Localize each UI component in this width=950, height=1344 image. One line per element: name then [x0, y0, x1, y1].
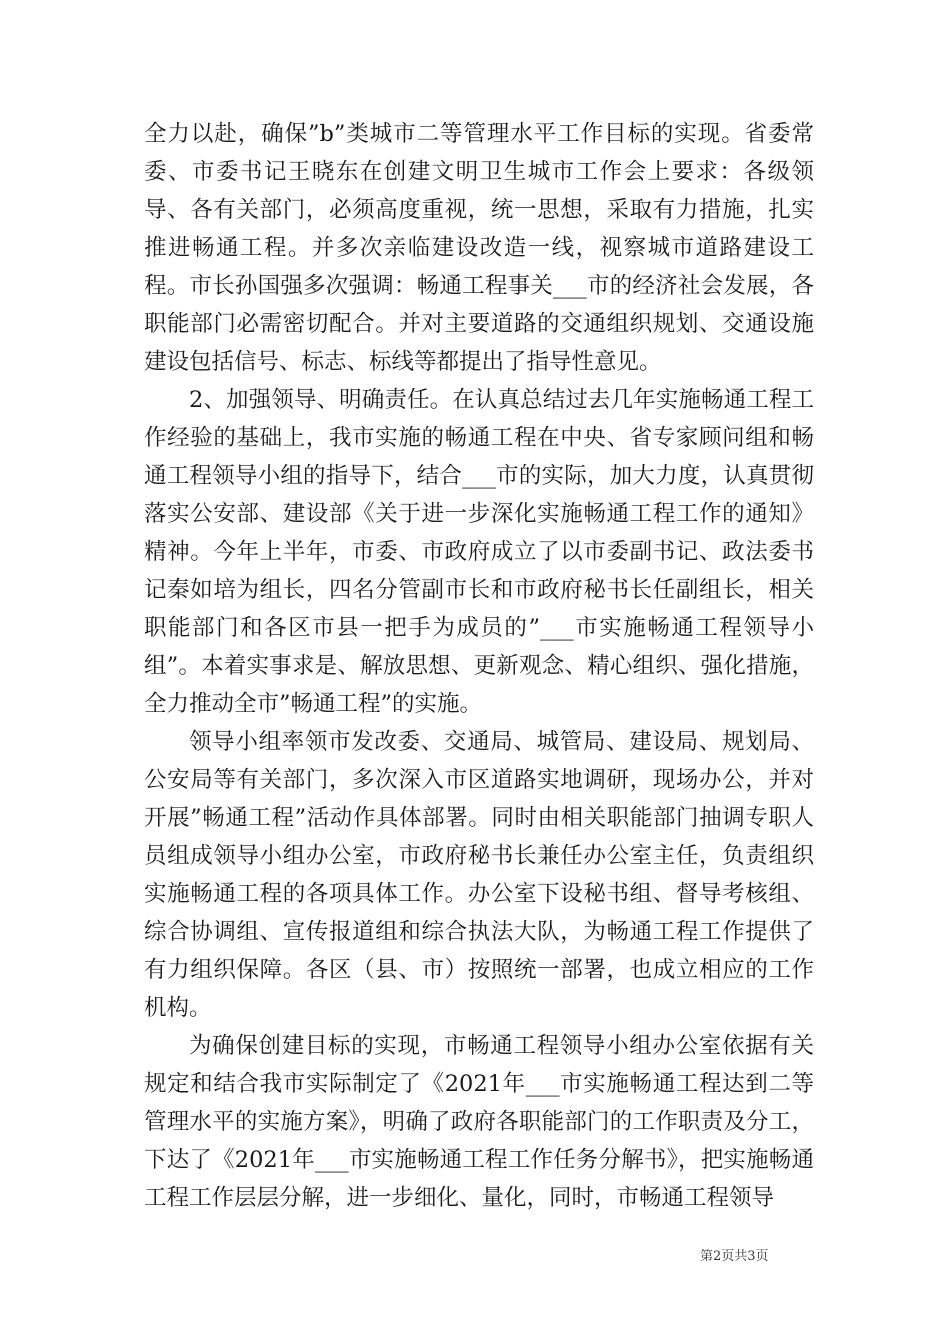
document-body: [144, 115, 814, 1217]
paragraph-1: 全力以赴，确保”b”类城市二等管理水平工作目标的实现。省委常委、市委书记王晓东在创建文明卫生城市工作会上要求：各级领导、各有关部门，必须高度重视，统一思想，采取有力措施，扎实推进畅通工程。并多次亲临建设改造一线，视察城市道路建设工程。市长孙国强多次强调：畅通工程事关___市的经济社会发展，各职能部门必需密切配合。并对主要道路的交通组织规划、交通设施建设包括信号、标志、标线等都提出了指导性意见。: [144, 121, 814, 375]
paragraph-2: 2、加强领导、明确责任。在认真总结过去几年实施畅通工程工作经验的基础上，我市实施的畅通工程在中央、省专家顾问组和畅通工程领导小组的指导下，结合___市的实际，加大力度，认真贯彻落实公安部、建设部《关于进一步深化实施畅通工程工作的通知》精神。今年上半年，市委、市政府成立了以市委副书记、政法委书记秦如培为组长，四名分管副市长和市政府秘书长任副组长，相关职能部门和各区市县一把手为成员的”___市实施畅通工程领导小组”。本着实事求是、解放思想、更新观念、精心组织、强化措施，全力推动全市”畅通工程”的实施。: [144, 387, 814, 717]
paragraph-3: 领导小组率领市发改委、交通局、城管局、建设局、规划局、公安局等有关部门，多次深入市区道路实地调研，现场办公，并对开展”畅通工程”活动作具体部署。同时由相关职能部门抽调专职人员组成领导小组办公室，市政府秘书长兼任办公室主任，负责组织实施畅通工程的各项具体工作。办公室下设秘书组、督导考核组、综合协调组、宣传报道组和综合执法大队，为畅通工程工作提供了有力组织保障。各区（县、市）按照统一部署，也成立相应的工作机构。: [144, 729, 814, 1021]
paragraph-4: 为确保创建目标的实现，市畅通工程领导小组办公室依据有关规定和结合我市实际制定了《2021年___市实施畅通工程达到二等管理水平的实施方案》，明确了政府各职能部门的工作职责及分工，下达了《2021年___市实施畅通工程工作任务分解书》，把实施畅通工程工作层层分解，进一步细化、量化，同时，市畅通工程领导: [144, 1033, 814, 1211]
page-number-footer: 第2页共3页: [700, 1249, 769, 1264]
